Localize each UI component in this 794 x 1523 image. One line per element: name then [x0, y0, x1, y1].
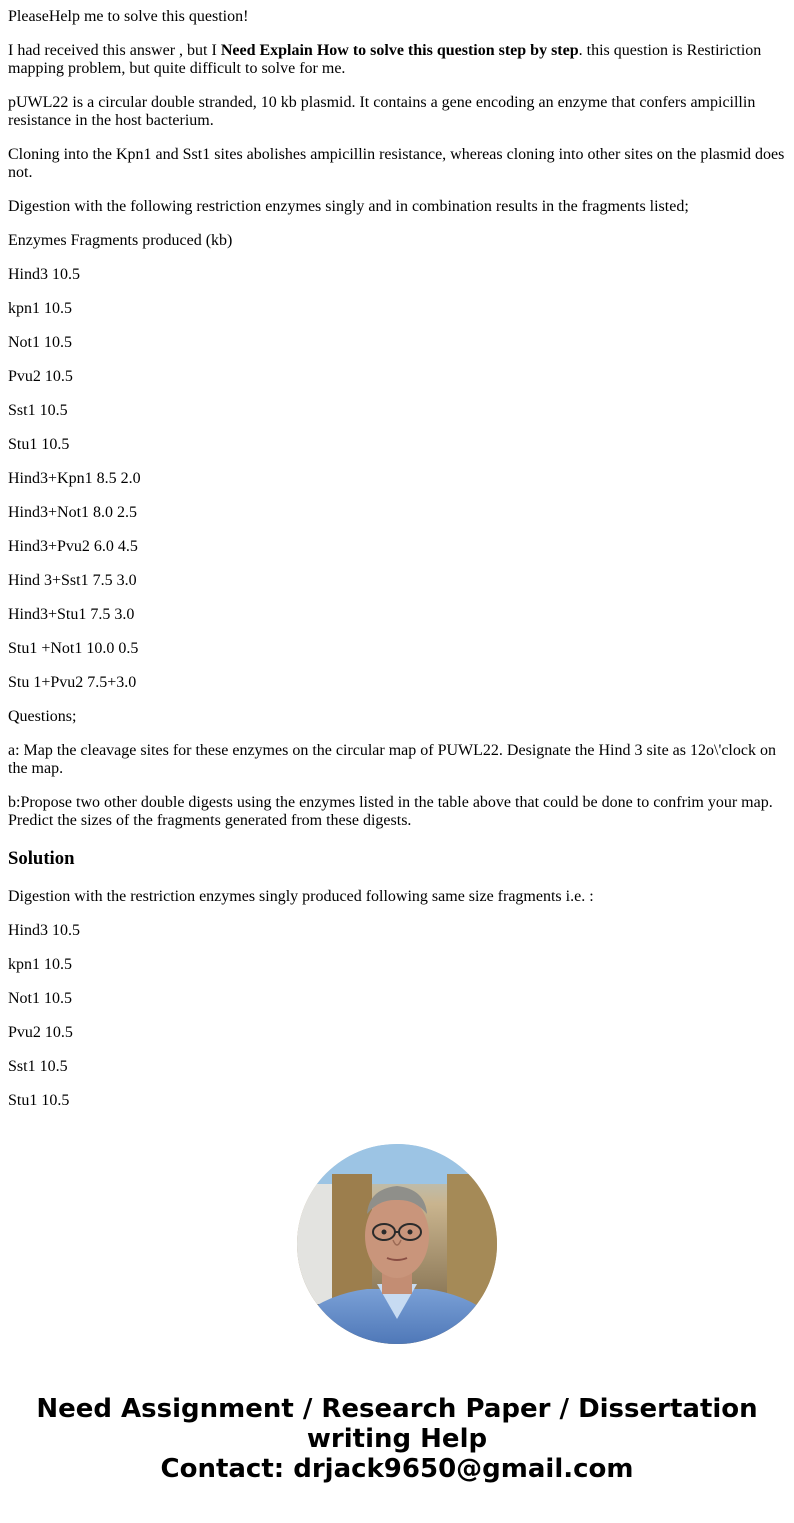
question-received — [8, 42, 786, 78]
promo-banner — [8, 1394, 786, 1484]
plasmid-description: pUWL22 is a circular double stranded, 10 kb plasmid. It contains a gene encoding an enzyme that confers ampicillin resistance in the host bacterium. — [8, 94, 756, 129]
digest-entry: Pvu2 10.5 — [8, 1024, 73, 1041]
digest-entry: Hind 3+Sst1 7.5 3.0 — [8, 572, 137, 589]
solution-heading: Solution — [8, 848, 75, 869]
table-header: Enzymes Fragments produced (kb) — [8, 232, 233, 249]
questions-label: Questions; — [8, 708, 77, 725]
author-avatar — [297, 1144, 497, 1344]
digestion-description: Digestion with the following restriction enzymes singly and in combination results in the fragments listed; — [8, 198, 689, 215]
digest-entry: kpn1 10.5 — [8, 956, 72, 973]
digest-entry: Hind3+Pvu2 6.0 4.5 — [8, 538, 138, 555]
digest-entry: Sst1 10.5 — [8, 1058, 68, 1075]
solution-intro: Digestion with the restriction enzymes singly produced following same size fragments i.e. : — [8, 888, 594, 905]
digest-entry: Not1 10.5 — [8, 334, 72, 351]
question-part-a: a: Map the cleavage sites for these enzymes on the circular map of PUWL22. Designate the Hind 3 site as 12o\'clock on the map. — [8, 742, 776, 777]
digest-list — [8, 266, 786, 692]
digest-entry: Stu1 +Not1 10.0 0.5 — [8, 640, 139, 657]
received-suffix: . this question is Restiriction mapping problem, but quite difficult to solve for me. — [8, 42, 762, 77]
digest-entry: Pvu2 10.5 — [8, 368, 73, 385]
received-prefix: I had received this answer , but I — [8, 42, 221, 59]
digest-entry: Not1 10.5 — [8, 990, 72, 1007]
digest-entry: Hind3+Stu1 7.5 3.0 — [8, 606, 135, 623]
digest-entry: Hind3+Not1 8.0 2.5 — [8, 504, 138, 521]
portrait-illustration — [297, 1144, 497, 1344]
digest-entry: Sst1 10.5 — [8, 402, 68, 419]
digest-entry: Stu1 10.5 — [8, 1092, 70, 1109]
digest-entry: Hind3 10.5 — [8, 922, 80, 939]
digest-entry: kpn1 10.5 — [8, 300, 72, 317]
received-bold: Need Explain How to solve this question step by step — [220, 42, 579, 59]
promo-contact: Contact: drjack9650@gmail.com — [160, 1454, 634, 1484]
solution-digest-list — [8, 922, 786, 1110]
digest-entry: Stu1 10.5 — [8, 436, 70, 453]
digest-entry: Stu 1+Pvu2 7.5+3.0 — [8, 674, 137, 691]
cloning-description: Cloning into the Kpn1 and Sst1 sites abolishes ampicillin resistance, whereas cloning into other sites on the plasmid does not. — [8, 146, 785, 181]
promo-line-1: Need Assignment / Research Paper / Dissertation writing Help — [36, 1394, 758, 1454]
digest-entry: Hind3 10.5 — [8, 266, 80, 283]
question-part-b: b:Propose two other double digests using the enzymes listed in the table above that could be done to confrim your map. Predict the sizes of the fragments generated from these digests. — [8, 794, 773, 829]
digest-entry: Hind3+Kpn1 8.5 2.0 — [8, 470, 141, 487]
author-photo-container — [8, 1144, 786, 1344]
question-intro: PleaseHelp me to solve this question! — [8, 8, 249, 25]
